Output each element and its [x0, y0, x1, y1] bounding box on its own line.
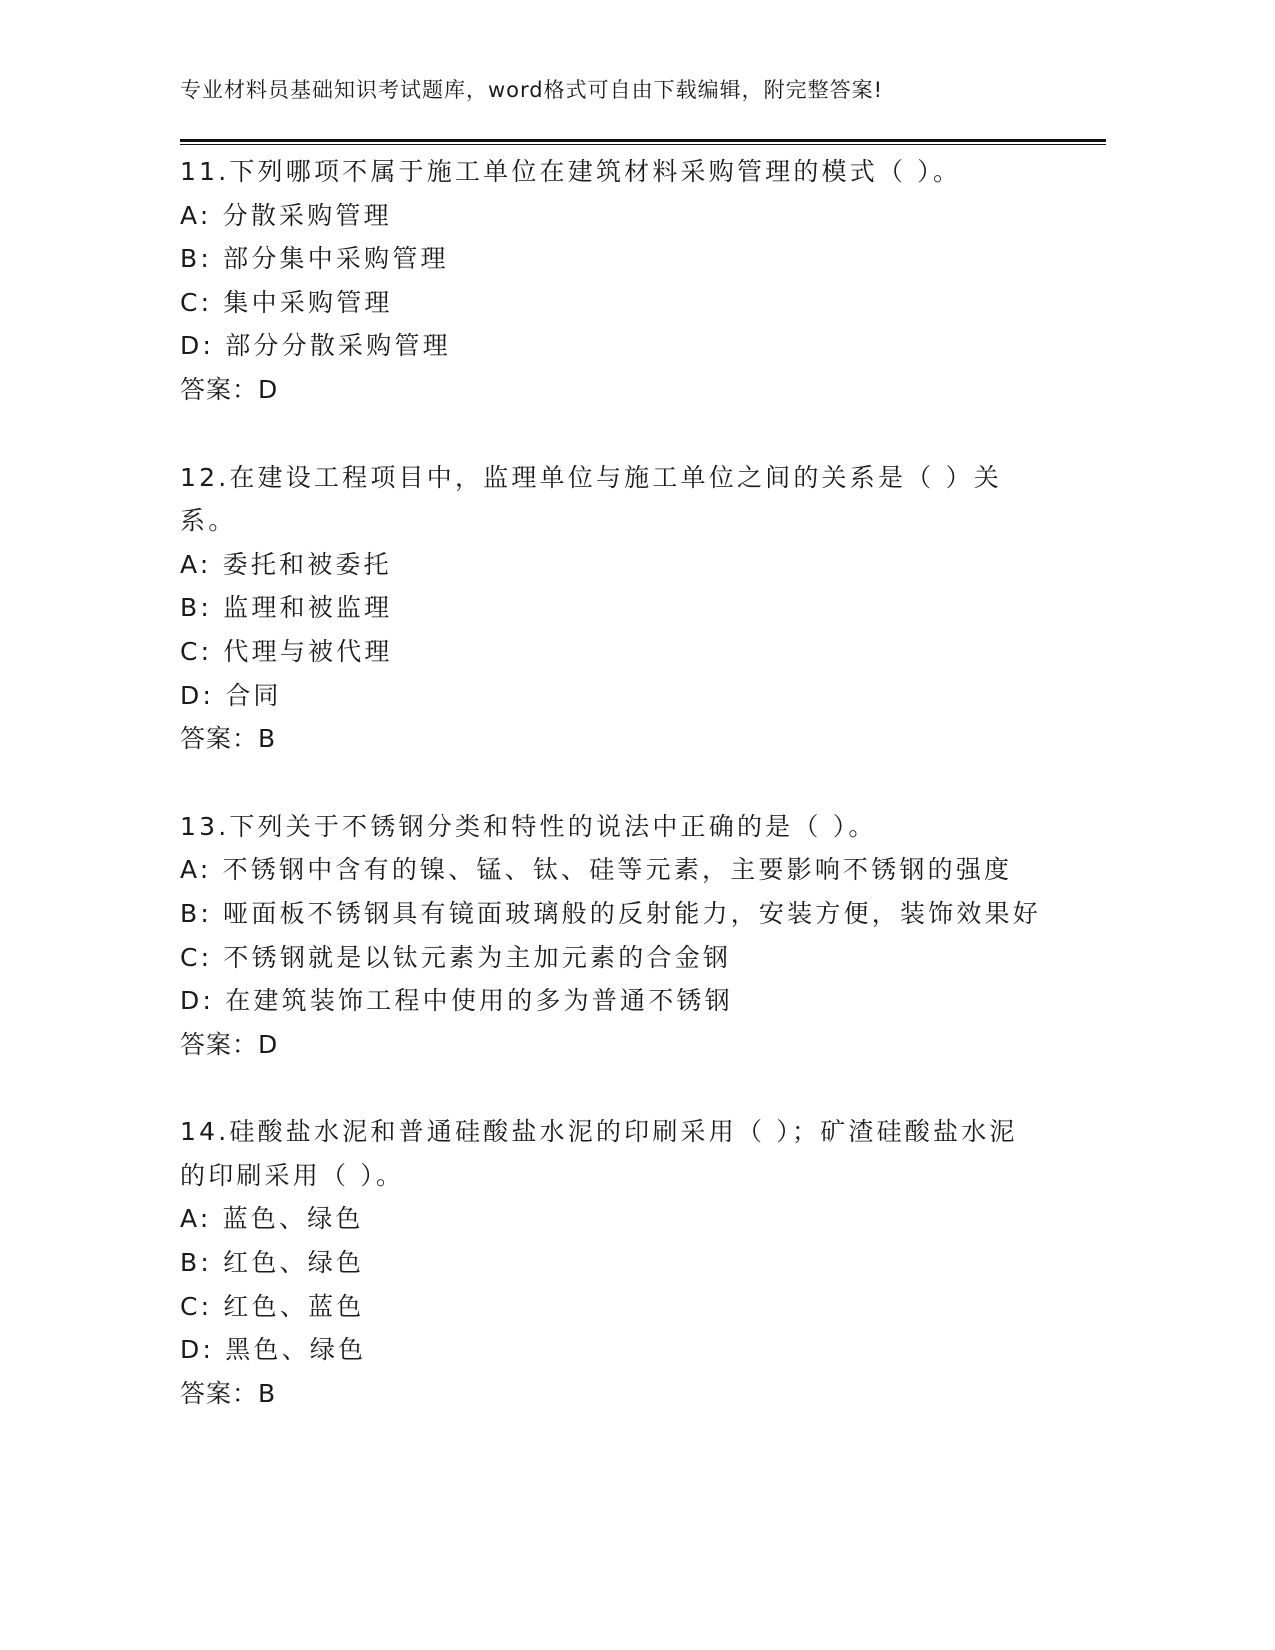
option-d: D: 部分分散采购管理 [180, 331, 451, 361]
option-a: A: 不锈钢中含有的镍、锰、钛、硅等元素，主要影响不锈钢的强度 [180, 855, 1013, 885]
answer-line: 答案：B [180, 724, 277, 754]
option-b: B: 部分集中采购管理 [180, 244, 449, 274]
option-d: D: 在建筑装饰工程中使用的多为普通不锈钢 [180, 986, 733, 1016]
option-c: C: 红色、蓝色 [180, 1291, 365, 1321]
question-stem: 11.下列哪项不属于施工单位在建筑材料采购管理的模式（ ）。 [180, 157, 962, 186]
option-b: B: 红色、绿色 [180, 1248, 365, 1278]
question-stem: 13.下列关于不锈钢分类和特性的说法中正确的是（ ）。 [180, 811, 877, 841]
question-11 [180, 150, 1106, 412]
option-c: C: 不锈钢就是以钛元素为主加元素的合金钢 [180, 942, 732, 972]
answer-line: 答案：B [180, 1378, 277, 1408]
question-stem: 14.硅酸盐水泥和普通硅酸盐水泥的印刷采用（ ）；矿渣硅酸盐水泥的印刷采用（ ）。 [180, 1117, 1018, 1190]
option-a: A: 分散采购管理 [180, 200, 392, 230]
answer-line: 答案：D [180, 1029, 279, 1059]
option-a: A: 蓝色、绿色 [180, 1204, 364, 1234]
option-d: D: 合同 [180, 680, 282, 710]
question-list [180, 150, 1106, 1459]
option-c: C: 集中采购管理 [180, 287, 393, 317]
answer-line: 答案：D [180, 374, 279, 404]
option-d: D: 黑色、绿色 [180, 1335, 367, 1365]
option-b: B: 监理和被监理 [180, 593, 393, 623]
option-a: A: 委托和被委托 [180, 549, 392, 579]
question-12 [180, 456, 1106, 761]
option-b: B: 哑面板不锈钢具有镜面玻璃般的反射能力，安装方便，装饰效果好 [180, 898, 1041, 928]
page-header: 专业材料员基础知识考试题库，word格式可自由下载编辑，附完整答案! [180, 78, 884, 102]
header-rule [180, 139, 1106, 145]
question-stem: 12.在建设工程项目中，监理单位与施工单位之间的关系是（ ）关系。 [180, 462, 1002, 536]
question-13 [180, 805, 1106, 1067]
option-c: C: 代理与被代理 [180, 636, 393, 666]
question-14 [180, 1110, 1106, 1415]
